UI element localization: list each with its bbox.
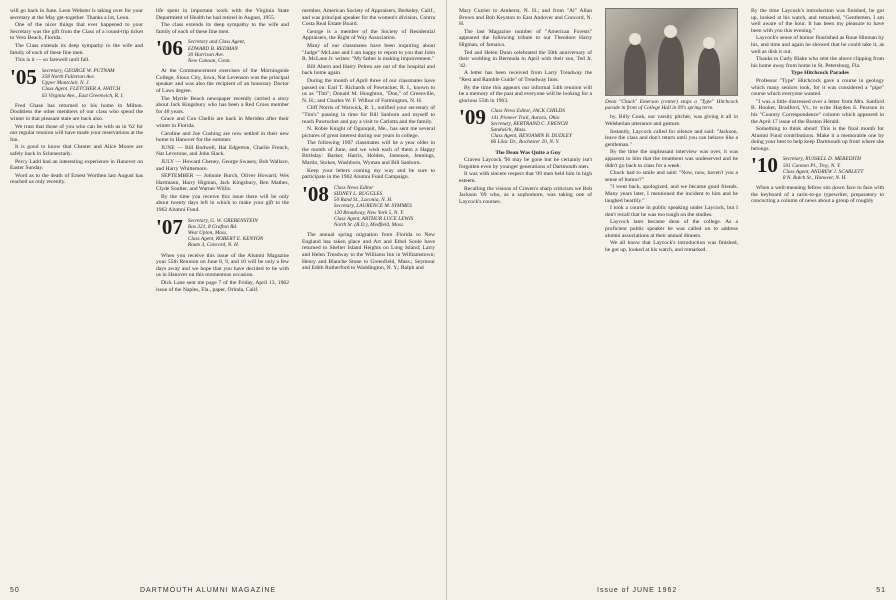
officer-line: Route 3, Concord, N. H. [187, 242, 240, 249]
officer-line: 358 North Fullerton Ave. [41, 73, 96, 80]
officer-line: 30 Harrison Ave. [187, 51, 225, 58]
photo-caption: Dean "Chuck" Emerson (center) stops a "Type" Hitchcock parade in front of College Hall in 09's spring term. [605, 99, 738, 112]
paragraph: By the time this appears our informal 54th reunion will be a memory of the past and everyone will be looking for a glorious 55th in 1963. [459, 84, 592, 104]
paragraph: I took a course in public speaking under Laycock, but I don't recall that he was too tough on the studies. [605, 205, 738, 218]
class-header-08 [302, 181, 435, 229]
officer-line: 50 Rand St., Laconia, N. H. [333, 197, 393, 204]
officer-line: 66 Lilac Dr., Rochester 20, N. Y. [490, 139, 560, 146]
officer-line: 120 Broadway, New York 5, N. Y. [333, 209, 404, 216]
paragraph: JUNE — Bill Bodwell, Hal Edgerton, Charlie French, Nat Leverone, and John Slack. [156, 144, 289, 158]
officer-line: Upper Montclair, N. J. [41, 80, 90, 87]
page-number-right: 51 [876, 587, 886, 594]
paragraph: Mary Currier to Amherst, N. H.; and from "Al" Allan Brown and Bob Keyston to East Andover and Concord, N. H. [459, 8, 592, 28]
paragraph: This is it — so farewell until fall. [15, 57, 90, 64]
paragraph: It was with sincere respect that '09 men held him in high esteem. [459, 171, 592, 184]
paragraph: The annual spring migration from Florida to New England has taken place and Art and Ethel Soule have returned to Shelter Island Heights on Long Island; Larry and Helen Treadway to the Williams Inn in Williamstown; Henry and Blanche Stone to Greenfield, Mass.; Seymour and Edith Rutherford to Waddington, N. Y.; Ralph and [302, 232, 435, 272]
paragraph: We all know that Laycock's introduction was finished, he got up, looked at his watch, and remarked. [605, 240, 738, 253]
paragraph: The Class extends its deep sympathy to the wife and family of each of these fine men. [10, 42, 143, 56]
paragraph: Instantly, Laycock called for silence and said: "Jackson, leave the class and don't return until you can behave like a gentleman." [605, 128, 738, 148]
paragraph: Caroline and Joe Cushing are now settled in their new home in Hanover for the summer. [156, 130, 289, 144]
paragraph: SEPTEMBER — Johnnie Burch, Oliver Howard, Wes Hartmann, Harry Higman, Jack Kingsbury, Ben Mathes, Clyde Soulter, and Warner Willis. [156, 173, 289, 193]
officer-line: Class Agent, BENJAMIN B. DUDLEY [490, 133, 572, 140]
paragraph: JULY — Howard Cheney, George Swasey, Bob Wallace, and Harry Whittemore. [156, 158, 289, 172]
person-head [703, 37, 715, 49]
officer-line: West Upton, Mass. [187, 230, 228, 237]
paragraph: Ted and Helen Dunn celebrated the 50th anniversary of their wedding in Bermuda in April with their son, Ted Jr. '42. [459, 49, 592, 69]
officer-line: Secretary, G. W. GREBENSTEIN [187, 217, 258, 224]
paragraph: N. Robie Knight of Ogunquit, Me., has sent me several pictures of great interest during our years in college. [302, 126, 435, 139]
class-year: '07 [156, 214, 183, 239]
column-5 [605, 8, 738, 574]
paragraph: Something to think about! This is the final month for Alumni Fund contributions. Make it a memorable one by doing your best to help keep Dartmouth up front where she belongs. [751, 126, 884, 152]
paragraph: At the Commencement exercises of the Morningside College, Sioux City, Iowa, Nat Levenson was the principal speaker and was also the recipient of an honorary Doctor of Laws degree. [156, 68, 289, 94]
officer-line: 141 Pioneer Trail, Aurora, Ohio [490, 114, 560, 121]
officer-line: Secretary, GEORGE W. PUTNAM [41, 67, 115, 74]
class-header-10 [751, 153, 884, 182]
person-figure [698, 47, 720, 95]
paragraph: life spent in important work with the Virginia State Department of Health he had retired in August, 1955. [156, 8, 289, 21]
column-3 [302, 8, 435, 574]
paragraph: We trust that those of you who can be with us in '62 for our regular reunion will have made your reservations at the Inn. [10, 123, 143, 143]
paragraph: Craven Laycock '96 may be gone but he certainly isn't forgotten even by younger generations of Dartmouth men. [459, 157, 592, 170]
paragraph: Thanks to Curly Blake who sent the above clipping from his home away from home in St. Petersburg, Fla. [751, 56, 884, 69]
officer-line: Secretary, BERTRAND C. FRENCH [490, 120, 568, 127]
officer-line: Box 321, 8 Grafton Rd. [187, 223, 238, 230]
officer-line: SIDNEY L. RUGGLES [333, 191, 383, 198]
class-officers [188, 218, 263, 249]
paragraph: Keep your letters coming my way and be sure to participate in the 1962 Alumni Fund Campaign. [302, 167, 435, 181]
paragraph: The class extends its deep sympathy to the wife and family of each of these fine men. [156, 22, 289, 35]
paragraph: Laycock's sense of humor flourished as Roue Hinman by his, and time and again he showed that he could take it, as well as dish it out. [751, 35, 884, 55]
paragraph: The following 1907 classmates will be a year older in the month of June, and we wish each of them a Happy Birthday: Barker, Harris, Holden, Jameson, Jennings, Martin, Stokes, Washburn, Wyman and Bill Sanborn. [302, 140, 435, 167]
officer-line: Class News Editor, JACK CHILDS [490, 108, 565, 115]
magazine-title: DARTMOUTH ALUMNI MAGAZINE [140, 587, 277, 594]
paragraph: Fred Chase has returned to his home in Milton. Doubtless the other members of our class who spend the winter in that pleasant state are back also. [10, 102, 143, 122]
paragraph: The last Magazine number of "American Forests" appeared the following tribute to our Theodore Harry Higman, of Jamaica. [459, 28, 592, 48]
officer-line: Class Agent, ROBERT E. KENYON [187, 236, 264, 243]
person-head [664, 25, 677, 38]
paragraph: Dick Lane sent me page 7 of the Friday, April 13, 1962 issue of the Naples, Fla., paper, Orinda, Calif. [156, 280, 289, 293]
class-year: '09 [459, 105, 486, 130]
officer-line: 8 N. Balch St., Hanover, N. H. [782, 175, 847, 182]
class-year: '05 [10, 64, 37, 89]
class-officers [42, 68, 124, 99]
left-page [0, 0, 447, 600]
class-year: '10 [751, 153, 778, 178]
officer-line: 63 Virginia Ave., East Greenwich, R. I. [41, 92, 124, 99]
paragraph: By the time Laycock's introduction was finished, he got up, looked at his watch, and remarked, "Gentlemen, I am well aware of the hour. It has been my pleasure to have been with you this evening." [751, 8, 884, 34]
paragraph: The Myrtle Beach newspaper recently carried a story about Jack Kingsbury who has been a Red Cross member for 48 years. [156, 95, 289, 115]
paragraph: Percy Ladd had an interesting experience in Hanover on Easter Sunday. [10, 158, 143, 172]
column-1 [10, 8, 143, 574]
class-header-05 [10, 64, 143, 99]
paragraph: will go back in June. Leon Webster is taking over for your secretary at the May get-together. Thanks a lot, Leon. [10, 8, 143, 21]
class-officers [783, 156, 863, 181]
paragraph: "I was a little distressed over a letter from Mrs. Sanford B. Hooker, Bradford, Vt., to write Hayden S. Pearson in his "Country Correspondence" column which appeared in the April 17 issue of the Boston Herald. [751, 98, 884, 125]
column-6 [751, 8, 884, 574]
paragraph: Many of our classmates have been inquiring about "Judge" McLane and I am happy to report to you that John R. McLane Jr. writes: "My father is making improvement." [302, 42, 435, 63]
officer-line: Secretary, LAURENCE M. SYMMES [333, 203, 412, 210]
class-header-07 [156, 214, 289, 249]
officer-line: Sandwich, Mass. [490, 126, 527, 133]
officer-line: Class News Editor [333, 184, 374, 191]
person-head [629, 33, 641, 45]
person-figure [624, 43, 646, 95]
right-page [447, 0, 896, 600]
class-officers [334, 185, 413, 228]
class-year: '06 [156, 36, 183, 61]
parade-photo [605, 8, 738, 96]
paragraph: One of the nicer things that ever happened to your Secretary was the gift from the Class of a round-trip ticket to Vero Beach, Florida. [10, 22, 143, 42]
paragraph: By the time the unpleasant interview was over, it was apparent to him that the treatment was undeserved and he didn't go back to class for a week. [605, 149, 738, 169]
paragraph: member, American Society of Appraisers, Berkeley, Calif., and was principal speaker for the women's division, Contra Costa Real Estate Board. [302, 8, 435, 28]
section-subhead: Type Hitchcock Parades [790, 70, 849, 77]
class-officers [188, 39, 245, 64]
officer-line: EDWARD B. REDMAN [187, 45, 238, 52]
paragraph: Grace and Con Chellis are back in Meriden after their winter in Florida. [156, 116, 289, 129]
column-2 [156, 8, 289, 574]
paragraph: Laycock later became dean of the college. As a proficient public speaker he was called on to address alumni associations at their annual dinners. [605, 219, 738, 239]
paragraph: George is a member of the Society of Residential Appraisers, the Right of Way Association. [302, 28, 435, 42]
paragraph: It is good to know that Chester and Alice Moore are safely back in Schenectady. [10, 144, 143, 157]
officer-line: Class Agent, ARTHUR LUCE LEWIS [333, 215, 414, 222]
paragraph: Cliff Norris of Warwick, R. I., notified your secretary of "Tim's" passing in time for Bill Sanborn and myself to reach Pawtucket and pay a visit to Carlotta and the family. [302, 105, 435, 125]
issue-date: Issue of JUNE 1962 [597, 587, 678, 594]
officer-line: North St. (R.D.), Medfield, Mass. [333, 222, 405, 229]
class-officers [491, 108, 572, 145]
paragraph: Chuck had to smile and said: "Now, now, haven't you a sense of humor?" [605, 170, 738, 183]
class-header-09 [459, 105, 592, 146]
paragraph: When a well-meaning fellow sits down face to face with the keyboard of a rarin-to-go typewriter, preparatory to concocting a column of news about a group of roughly [751, 185, 884, 205]
officer-line: Secretary, RUSSELL D. MEREDITH [782, 156, 861, 163]
paragraph: A letter has been received from Larry Treadway the "Rest and Ramble Guide" of Treadway Inns. [459, 70, 592, 83]
paragraph: During the month of April three of our classmates have passed on: Earl T. Richards of Pawtucket, R. I., known to us as "Tim"; Donald M. Houghton, "Don," of Greenville, N. H.; and Charles W. F. Wilbur of Farmington, N. H. [302, 77, 435, 104]
paragraph: Professor "Type" Hitchcock gave a course in geology which many seniors took, for it was considered a "pipe" course which everyone wanted. [751, 77, 884, 98]
page-number-left: 50 [10, 587, 20, 594]
column-4 [459, 8, 592, 574]
officer-line: Class Agent, ANDREW J. SCARLETT [782, 168, 864, 175]
person-figure [658, 35, 684, 95]
officer-line: 501 Cannon Pl., Troy, N. Y. [782, 162, 841, 169]
officer-line: Class Agent, FLETCHER A. HATCH [41, 86, 121, 93]
paragraph: When you receive this issue of the Alumni Magazine your 55th Reunion on June 8, 9, and 10 will be only a few days away and we hope that you have decided to be with us in Hanover on this momentous occasion. [156, 252, 289, 279]
paragraph: Word as to the death of Ernest Worthen last August has reached us only recently. [10, 172, 143, 186]
officer-line: Secretary and Class Agent, [187, 39, 246, 46]
paragraph: By the time you receive this issue there will be only about twenty days left in which to make your gift to the 1962 Alumni Fund. [156, 193, 289, 214]
paragraph: "I went back, apologized, and we became good friends. Many years later, I mentioned the incident to him and he laughed heartily." [605, 184, 738, 204]
class-header-06 [156, 36, 289, 64]
officer-line: New Canaan, Conn. [187, 57, 231, 64]
paragraph: Bill Ahern and Harry Pelren are out of the hospital and back home again. [302, 63, 435, 77]
paragraph: by, Billy Cook, our varsity pitcher, was giving it all in Welsherian utterance and gesture. [605, 114, 738, 127]
paragraph: Recalling the visions of Craven's sharp criticism we Bob Jackson '09 who, as a sophomore, was taking one of Laycock's courses. [459, 185, 592, 205]
section-subhead: The Dean Was Quite a Guy [495, 149, 561, 156]
class-year: '08 [302, 181, 329, 206]
